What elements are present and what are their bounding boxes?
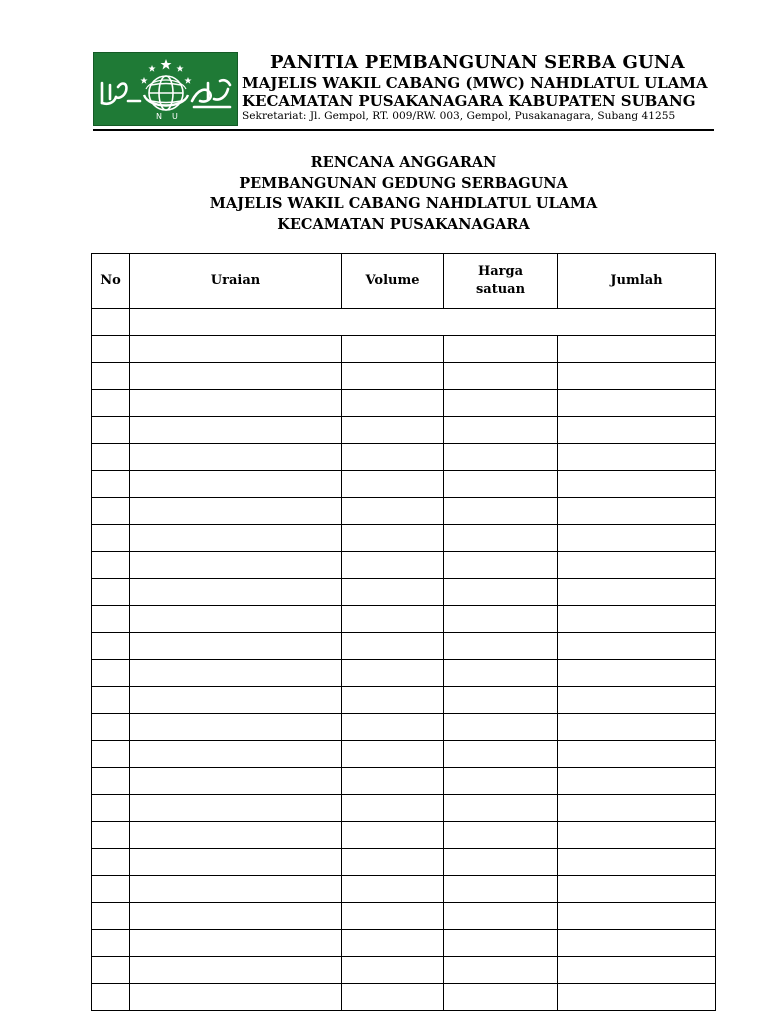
- cell-volume[interactable]: [342, 633, 444, 660]
- cell-uraian[interactable]: [130, 552, 342, 579]
- cell-volume[interactable]: [342, 741, 444, 768]
- table-row: [92, 390, 716, 417]
- cell-volume[interactable]: [342, 498, 444, 525]
- table-row: [92, 525, 716, 552]
- cell-harga-satuan[interactable]: [444, 957, 558, 984]
- cell-jumlah[interactable]: [558, 552, 716, 579]
- cell-volume[interactable]: [342, 984, 444, 1011]
- cell-jumlah[interactable]: [558, 444, 716, 471]
- cell-harga-satuan[interactable]: [444, 363, 558, 390]
- cell-jumlah[interactable]: [558, 579, 716, 606]
- cell-harga-satuan[interactable]: [444, 552, 558, 579]
- cell-harga-satuan[interactable]: [444, 390, 558, 417]
- cell-no[interactable]: [92, 444, 130, 471]
- letterhead-divider: [93, 129, 714, 131]
- table-row: [92, 336, 716, 363]
- cell-jumlah[interactable]: [558, 660, 716, 687]
- cell-jumlah[interactable]: [558, 471, 716, 498]
- letterhead-title: PANITIA PEMBANGUNAN SERBA GUNA: [270, 52, 685, 73]
- cell-volume[interactable]: [342, 930, 444, 957]
- table-row: [92, 768, 716, 795]
- cell-harga-satuan[interactable]: [444, 633, 558, 660]
- table-row: [92, 903, 716, 930]
- cell-no[interactable]: [92, 363, 130, 390]
- cell-uraian[interactable]: [130, 309, 716, 336]
- cell-volume[interactable]: [342, 822, 444, 849]
- cell-volume[interactable]: [342, 768, 444, 795]
- cell-harga-satuan[interactable]: [444, 876, 558, 903]
- letterhead-region: KECAMATAN PUSAKANAGARA KABUPATEN SUBANG: [242, 92, 696, 110]
- cell-uraian[interactable]: [130, 525, 342, 552]
- cell-no[interactable]: [92, 687, 130, 714]
- cell-no[interactable]: [92, 741, 130, 768]
- cell-jumlah[interactable]: [558, 714, 716, 741]
- table-row: [92, 498, 716, 525]
- header-jumlah: Jumlah: [558, 254, 716, 309]
- cell-harga-satuan[interactable]: [444, 498, 558, 525]
- nahdlatul-ulama-logo: [93, 52, 238, 126]
- cell-jumlah[interactable]: [558, 876, 716, 903]
- cell-no[interactable]: [92, 822, 130, 849]
- table-row: [92, 795, 716, 822]
- cell-no[interactable]: [92, 498, 130, 525]
- cell-volume[interactable]: [342, 579, 444, 606]
- document-title-line-3: MAJELIS WAKIL CABANG NAHDLATUL ULAMA: [209, 195, 598, 212]
- cell-harga-satuan[interactable]: [444, 930, 558, 957]
- cell-no[interactable]: [92, 417, 130, 444]
- cell-jumlah[interactable]: [558, 930, 716, 957]
- logo-letter-u: U: [172, 112, 178, 121]
- cell-harga-satuan[interactable]: [444, 768, 558, 795]
- document-title-line-1: RENCANA ANGGARAN: [310, 154, 497, 171]
- cell-jumlah[interactable]: [558, 390, 716, 417]
- table-row: [92, 849, 716, 876]
- table-row: [92, 687, 716, 714]
- cell-harga-satuan[interactable]: [444, 984, 558, 1011]
- cell-harga-satuan[interactable]: [444, 660, 558, 687]
- cell-harga-satuan[interactable]: [444, 417, 558, 444]
- cell-volume[interactable]: [342, 606, 444, 633]
- table-row: [92, 309, 716, 336]
- cell-jumlah[interactable]: [558, 903, 716, 930]
- cell-uraian[interactable]: [130, 768, 342, 795]
- budget-table: [91, 253, 716, 1011]
- cell-volume[interactable]: [342, 849, 444, 876]
- table-row: [92, 714, 716, 741]
- cell-no[interactable]: [92, 336, 130, 363]
- cell-uraian[interactable]: [130, 471, 342, 498]
- cell-uraian[interactable]: [130, 660, 342, 687]
- cell-uraian[interactable]: [130, 903, 342, 930]
- letterhead-address: Sekretariat: Jl. Gempol, RT. 009/RW. 003, Gempol, Pusakanagara, Subang 41255: [242, 110, 676, 122]
- cell-jumlah[interactable]: [558, 633, 716, 660]
- cell-no[interactable]: [92, 552, 130, 579]
- table-row: [92, 444, 716, 471]
- cell-uraian[interactable]: [130, 579, 342, 606]
- cell-uraian[interactable]: [130, 984, 342, 1011]
- cell-uraian[interactable]: [130, 687, 342, 714]
- table-row: [92, 633, 716, 660]
- cell-uraian[interactable]: [130, 741, 342, 768]
- cell-uraian[interactable]: [130, 390, 342, 417]
- cell-no[interactable]: [92, 660, 130, 687]
- cell-harga-satuan[interactable]: [444, 525, 558, 552]
- cell-jumlah[interactable]: [558, 849, 716, 876]
- cell-volume[interactable]: [342, 471, 444, 498]
- cell-uraian[interactable]: [130, 876, 342, 903]
- cell-jumlah[interactable]: [558, 768, 716, 795]
- cell-jumlah[interactable]: [558, 822, 716, 849]
- cell-no[interactable]: [92, 957, 130, 984]
- cell-jumlah[interactable]: [558, 741, 716, 768]
- header-harga-satuan: [444, 254, 558, 309]
- cell-harga-satuan[interactable]: [444, 444, 558, 471]
- table-row: [92, 822, 716, 849]
- cell-no[interactable]: [92, 849, 130, 876]
- cell-jumlah[interactable]: [558, 363, 716, 390]
- table-row: [92, 606, 716, 633]
- table-row: [92, 984, 716, 1011]
- cell-no[interactable]: [92, 984, 130, 1011]
- cell-volume[interactable]: [342, 876, 444, 903]
- cell-jumlah[interactable]: [558, 525, 716, 552]
- header-volume: Volume: [342, 254, 444, 309]
- logo-letter-n: N: [156, 112, 162, 121]
- cell-uraian[interactable]: [130, 849, 342, 876]
- cell-volume[interactable]: [342, 525, 444, 552]
- cell-volume[interactable]: [342, 660, 444, 687]
- table-row: [92, 471, 716, 498]
- cell-volume[interactable]: [342, 417, 444, 444]
- cell-harga-satuan[interactable]: [444, 741, 558, 768]
- cell-no[interactable]: [92, 309, 130, 336]
- document-title-line-2: PEMBANGUNAN GEDUNG SERBAGUNA: [239, 174, 568, 192]
- cell-jumlah[interactable]: [558, 984, 716, 1011]
- cell-harga-satuan[interactable]: [444, 849, 558, 876]
- cell-harga-satuan[interactable]: [444, 714, 558, 741]
- table-row: [92, 579, 716, 606]
- cell-harga-satuan[interactable]: [444, 606, 558, 633]
- letterhead-organization: MAJELIS WAKIL CABANG (MWC) NAHDLATUL ULAMA: [242, 74, 708, 92]
- cell-jumlah[interactable]: [558, 417, 716, 444]
- cell-jumlah[interactable]: [558, 795, 716, 822]
- cell-uraian[interactable]: [130, 822, 342, 849]
- cell-volume[interactable]: [342, 336, 444, 363]
- cell-no[interactable]: [92, 795, 130, 822]
- cell-no[interactable]: [92, 930, 130, 957]
- cell-harga-satuan[interactable]: [444, 822, 558, 849]
- cell-uraian[interactable]: [130, 336, 342, 363]
- cell-volume[interactable]: [342, 903, 444, 930]
- document-title-line-4: KECAMATAN PUSAKANAGARA: [277, 215, 530, 233]
- cell-uraian[interactable]: [130, 498, 342, 525]
- cell-no[interactable]: [92, 876, 130, 903]
- cell-harga-satuan[interactable]: [444, 336, 558, 363]
- cell-volume[interactable]: [342, 390, 444, 417]
- cell-jumlah[interactable]: [558, 687, 716, 714]
- cell-harga-satuan[interactable]: [444, 687, 558, 714]
- cell-jumlah[interactable]: [558, 336, 716, 363]
- header-uraian: Uraian: [130, 254, 342, 309]
- cell-jumlah[interactable]: [558, 957, 716, 984]
- cell-no[interactable]: [92, 768, 130, 795]
- cell-no[interactable]: [92, 606, 130, 633]
- cell-volume[interactable]: [342, 552, 444, 579]
- cell-uraian[interactable]: [130, 795, 342, 822]
- table-row: [92, 930, 716, 957]
- cell-jumlah[interactable]: [558, 606, 716, 633]
- cell-no[interactable]: [92, 525, 130, 552]
- cell-harga-satuan[interactable]: [444, 903, 558, 930]
- table-row: [92, 876, 716, 903]
- document-title: [93, 153, 714, 235]
- cell-volume[interactable]: [342, 795, 444, 822]
- table-header-row: [92, 254, 716, 309]
- cell-volume[interactable]: [342, 714, 444, 741]
- cell-uraian[interactable]: [130, 714, 342, 741]
- logo-emblem: [94, 53, 239, 127]
- cell-uraian[interactable]: [130, 444, 342, 471]
- cell-uraian[interactable]: [130, 633, 342, 660]
- cell-volume[interactable]: [342, 957, 444, 984]
- cell-uraian[interactable]: [130, 957, 342, 984]
- table-row: [92, 363, 716, 390]
- logo-globe: [144, 76, 188, 110]
- cell-jumlah[interactable]: [558, 498, 716, 525]
- table-row: [92, 957, 716, 984]
- cell-harga-satuan[interactable]: [444, 471, 558, 498]
- table-row: [92, 660, 716, 687]
- cell-uraian[interactable]: [130, 606, 342, 633]
- cell-uraian[interactable]: [130, 930, 342, 957]
- cell-harga-satuan[interactable]: [444, 579, 558, 606]
- header-no: No: [92, 254, 130, 309]
- cell-no[interactable]: [92, 579, 130, 606]
- cell-harga-satuan[interactable]: [444, 795, 558, 822]
- cell-volume[interactable]: [342, 444, 444, 471]
- cell-volume[interactable]: [342, 687, 444, 714]
- table-body: [92, 309, 716, 1011]
- cell-volume[interactable]: [342, 363, 444, 390]
- table-row: [92, 417, 716, 444]
- letterhead: [93, 52, 713, 129]
- cell-no[interactable]: [92, 471, 130, 498]
- cell-no[interactable]: [92, 633, 130, 660]
- cell-uraian[interactable]: [130, 417, 342, 444]
- cell-uraian[interactable]: [130, 363, 342, 390]
- cell-no[interactable]: [92, 390, 130, 417]
- cell-no[interactable]: [92, 903, 130, 930]
- header-harga-satuan-label: Harga satuan: [475, 264, 526, 297]
- table-row: [92, 741, 716, 768]
- table-row: [92, 552, 716, 579]
- cell-no[interactable]: [92, 714, 130, 741]
